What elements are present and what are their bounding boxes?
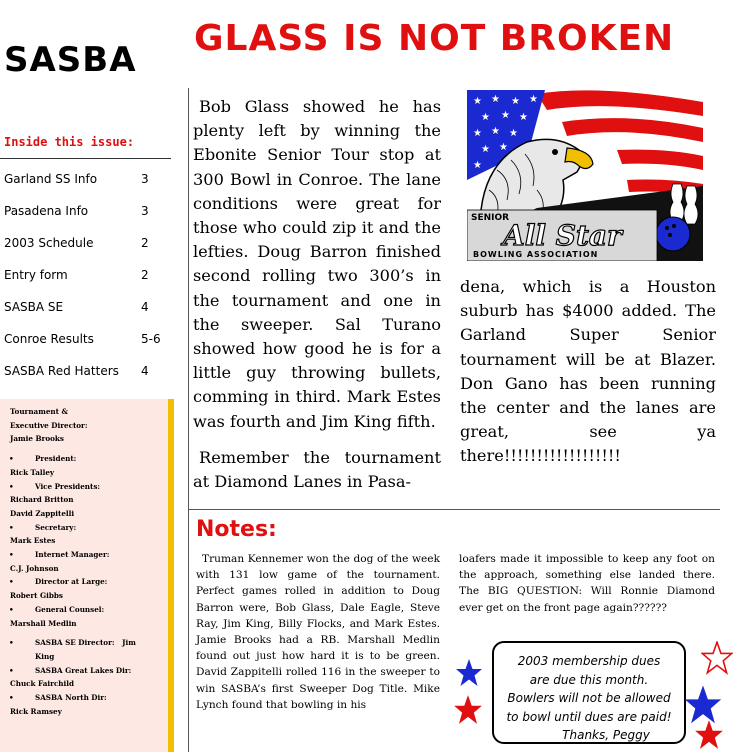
officer-name: C.J. Johnson [10, 563, 59, 573]
notes-column-1 [196, 551, 440, 713]
svg-text:★: ★ [509, 128, 518, 139]
svg-text:★: ★ [519, 112, 528, 123]
officer-title-text: Jim [122, 638, 136, 648]
toc-item-title: Conroe Results [4, 332, 94, 346]
article-column-2: dena, which is a Houston suburb has $4000 added. The Garland Super Senior tournament will be at Blazer. Don Gano has been running the center and the lanes are great, see ya there!!!!!!!!!!!!!!!!!! [460, 277, 716, 466]
officer-title: • Vice Presidents: [10, 480, 168, 494]
callout-line: Bowlers will not be allowed [507, 691, 671, 705]
notes-heading: Notes: [196, 517, 277, 542]
table-of-contents [4, 164, 170, 388]
officer-title: • Director at Large: [10, 575, 168, 589]
red-star-icon [453, 694, 483, 726]
toc-item-title: Pasadena Info [4, 204, 89, 218]
toc-item [4, 228, 170, 260]
toc-item-title: Entry form [4, 268, 68, 282]
officer-title: Executive Director: [10, 420, 88, 430]
toc-item-page: 5-6 [141, 332, 161, 346]
newsletter-brand: SASBA [4, 40, 137, 80]
officer-name: Mark Estes [10, 536, 56, 546]
toc-item-page: 2 [141, 268, 149, 282]
inside-issue-label: Inside this issue: [4, 135, 135, 149]
officer-name: Jamie Brooks [10, 434, 64, 444]
officer-title: • SASBA Great Lakes Dir: [10, 664, 168, 678]
callout-signature: Thanks, Peggy [562, 728, 650, 742]
logo-graphic [467, 90, 703, 261]
svg-text:★: ★ [501, 110, 510, 121]
officer-name: King [35, 651, 55, 661]
toc-item-page: 3 [141, 204, 149, 218]
notes-divider [188, 509, 720, 510]
column-divider [188, 88, 189, 752]
officers-panel [0, 399, 174, 752]
toc-item [4, 324, 170, 356]
article-paragraph: Remember the tournament at Diamond Lanes in Pasa- [193, 447, 441, 492]
toc-item-page: 3 [141, 172, 149, 186]
toc-item-title: Garland SS Info [4, 172, 98, 186]
officer-title: • Secretary: [10, 521, 168, 535]
callout-line: 2003 membership dues [517, 654, 661, 668]
article-column-1 [193, 95, 441, 494]
officer-name: Richard Britton [10, 495, 74, 505]
notes-paragraph: Truman Kennemer won the dog of the week with 131 low game of the tournament. Perfect games rolled in addition to Doug Barron were, Bob Glass, Dale Eagle, Steve Ray, Jim King, Billy Flocks, and Mark Estes. Jamie Brooks had a RB. Marshall Medlin found out just how hard it is to be green. David Zappitelli rolled 116 in the sweeper to win SASBA’s first Sweeper Dog Title. Mike Lynch found that bowling in his [196, 553, 440, 711]
svg-text:★: ★ [473, 160, 482, 171]
svg-text:★: ★ [491, 126, 500, 137]
officer-name: Chuck Fairchild [10, 679, 75, 689]
toc-item [4, 196, 170, 228]
inside-issue-divider [0, 158, 171, 159]
svg-text:★: ★ [481, 144, 490, 155]
officer-title: • Internet Manager: [10, 548, 168, 562]
outline-star-icon [701, 641, 733, 675]
svg-text:★: ★ [499, 142, 508, 153]
officer-name: Marshall Medlin [10, 618, 77, 628]
toc-item [4, 260, 170, 292]
red-star-icon [694, 719, 724, 751]
svg-text:★: ★ [473, 128, 482, 139]
toc-item-title: SASBA Red Hatters [4, 364, 119, 378]
senior-all-star-logo [467, 90, 703, 261]
officer-title-text: SASBA SE Director: [35, 638, 115, 648]
notes-column-2: loafers made it impossible to keep any foot on the approach, something else landed there. The BIG QUESTION: Will Ronnie Diamond ever get on the front page again?????? [459, 553, 715, 614]
officer-title: • General Counsel: [10, 603, 168, 617]
callout-line: are due this month. [529, 672, 649, 687]
membership-dues-callout [492, 641, 686, 744]
officer-title: • SASBA North Dir: [10, 691, 168, 705]
officer-name: Rick Ramsey [10, 706, 62, 716]
article-paragraph: Bob Glass showed he has plenty left by winning the Ebonite Senior Tour stop at 300 Bowl in Conroe. The lane conditions were great for those who could zip it and the lefties. Doug Barron finished second rolling two 300’s in the tournament and one in the sweeper. Sal Turano showed how good he is for a little guy throwing bullets, comming in third. Mark Estes was fourth and Jim King fifth. [193, 97, 441, 431]
svg-text:★: ★ [491, 94, 500, 105]
toc-item [4, 292, 170, 324]
svg-text:★: ★ [511, 96, 520, 107]
toc-item-title: SASBA SE [4, 300, 64, 314]
callout-line: to bowl until dues are paid! [506, 709, 672, 724]
svg-text:★: ★ [481, 112, 490, 123]
officer-name: David Zappitelli [10, 508, 75, 518]
page-title: GLASS IS NOT BROKEN [194, 18, 675, 59]
toc-item [4, 164, 170, 196]
officer-title [10, 636, 168, 650]
logo-text-all-star: All Star [503, 219, 622, 252]
toc-item-page: 2 [141, 236, 149, 250]
logo-text-association: BOWLING ASSOCIATION [473, 250, 599, 259]
toc-item-page: 4 [141, 300, 149, 314]
toc-item-page: 4 [141, 364, 149, 378]
officer-title: • President: [10, 452, 168, 466]
officer-name: Robert Gibbs [10, 591, 63, 601]
blue-star-icon [455, 658, 483, 688]
toc-item-title: 2003 Schedule [4, 236, 94, 250]
officer-title: Tournament & [10, 407, 68, 416]
toc-item [4, 356, 170, 388]
officer-name: Rick Talley [10, 467, 55, 477]
svg-text:★: ★ [473, 96, 482, 107]
logo-text-senior: SENIOR [471, 213, 510, 223]
svg-text:★: ★ [529, 94, 538, 105]
